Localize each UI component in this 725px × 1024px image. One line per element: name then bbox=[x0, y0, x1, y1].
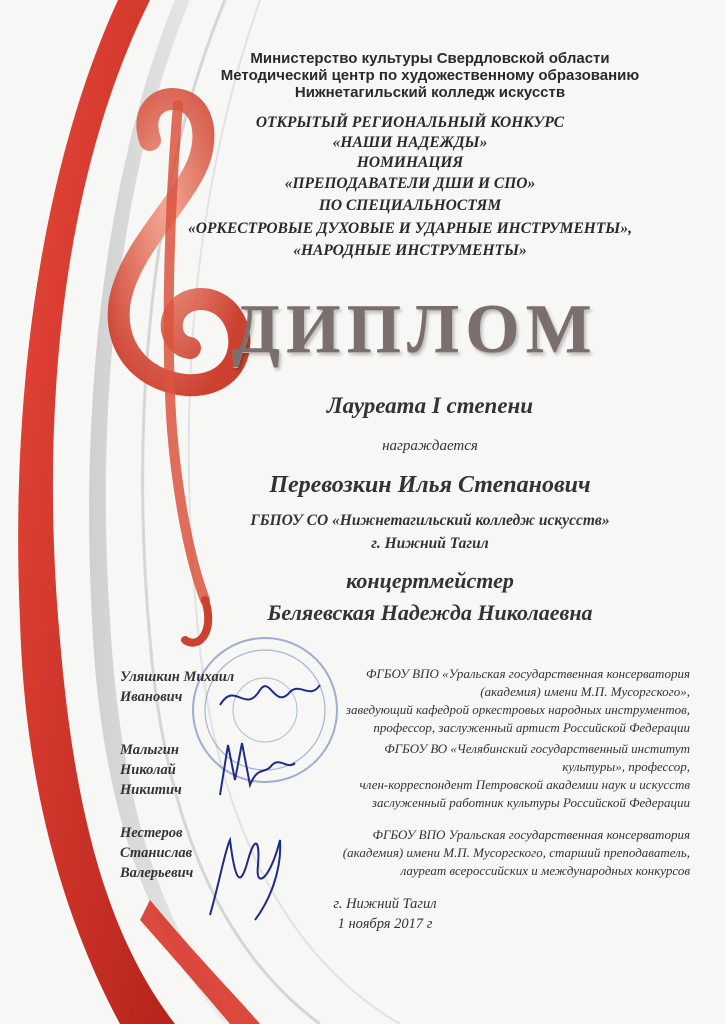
jury-1-desc-line-3: заведующий кафедрой оркестровых народных инструментов, bbox=[345, 702, 690, 717]
diploma-title: ДИПЛОМ bbox=[232, 291, 598, 368]
contest-line-3: НОМИНАЦИЯ bbox=[356, 154, 464, 171]
contest-line-2: «НАШИ НАДЕЖДЫ» bbox=[332, 134, 488, 151]
jury-1-signature bbox=[215, 670, 325, 720]
contest-line-4: «ПРЕПОДАВАТЕЛИ ДШИ И СПО» bbox=[284, 175, 536, 192]
recipient-institution: ГБПОУ СО «Нижнетагильский колледж искусств» bbox=[250, 512, 610, 529]
jury-3-desc-line-2: (академия) имени М.П. Мусоргского, старший преподаватель, bbox=[342, 845, 690, 860]
contest-line-5: ПО СПЕЦИАЛЬНОСТЯМ bbox=[318, 197, 502, 214]
jury-2-desc-line-4: заслуженный работник культуры Российской Федерации bbox=[371, 795, 690, 810]
jury-2-name-line-2: Николай bbox=[120, 762, 176, 778]
method-center-line: Методический центр по художественному образованию bbox=[220, 67, 640, 84]
jury-3-desc-line-1: ФГБОУ ВПО Уральская государственная консерватория bbox=[372, 827, 690, 842]
recipient-name: Перевозкин Илья Степанович bbox=[269, 472, 591, 498]
contest-line-7: «НАРОДНЫЕ ИНСТРУМЕНТЫ» bbox=[293, 242, 527, 259]
jury-3-desc-line-3: лауреат всероссийских и международных конкурсов bbox=[400, 863, 690, 878]
jury-1-description bbox=[295, 665, 690, 737]
jury-3-signature bbox=[200, 820, 300, 930]
jury-1-name-line-1: Уляшкин Михаил bbox=[120, 669, 235, 685]
jury-2-description bbox=[295, 740, 690, 812]
contest-line-6: «ОРКЕСТРОВЫЕ ДУХОВЫЕ И УДАРНЫЕ ИНСТРУМЕНТЫ», bbox=[188, 220, 632, 237]
jury-1-desc-line-2: (академия) имени М.П. Мусоргского», bbox=[480, 684, 690, 699]
jury-3-name-line-3: Валерьевич bbox=[120, 865, 194, 881]
jury-3-name-line-1: Нестеров bbox=[120, 825, 183, 841]
jury-3-name-line-2: Станислав bbox=[120, 845, 193, 861]
recipient-city: г. Нижний Тагил bbox=[371, 535, 489, 552]
college-line: Нижнетагильский колледж искусств bbox=[294, 84, 566, 101]
footer-date: 1 ноября 2017 г bbox=[337, 916, 433, 932]
accompanist-role: концертмейстер bbox=[346, 568, 514, 593]
jury-2-desc-line-3: член-корреспондент Петровской академии наук и искусств bbox=[359, 777, 690, 792]
jury-2-signature bbox=[210, 735, 300, 805]
jury-1-desc-line-4: профессор, заслуженный артист Российской Федерации bbox=[373, 720, 690, 735]
jury-3-description bbox=[295, 826, 690, 880]
jury-1-name-line-2: Иванович bbox=[120, 689, 183, 705]
jury-2-desc-line-1: ФГБОУ ВО «Челябинский государственный институт bbox=[384, 741, 690, 756]
contest-line-1: ОТКРЫТЫЙ РЕГИОНАЛЬНЫЙ КОНКУРС bbox=[255, 114, 565, 131]
accompanist-name: Беляевская Надежда Николаевна bbox=[267, 600, 593, 625]
jury-2-name-line-3: Никитич bbox=[120, 782, 182, 798]
footer-city: г. Нижний Тагил bbox=[333, 896, 437, 912]
jury-2-desc-line-2: культуры», профессор, bbox=[562, 759, 690, 774]
award-degree: Лауреата I степени bbox=[326, 393, 534, 418]
jury-1-desc-line-1: ФГБОУ ВПО «Уральская государственная консерватория bbox=[366, 666, 690, 681]
ministry-line: Министерство культуры Свердловской области bbox=[250, 50, 610, 67]
awarded-label: награждается bbox=[382, 438, 478, 454]
jury-2-name-line-1: Малыгин bbox=[120, 742, 179, 758]
